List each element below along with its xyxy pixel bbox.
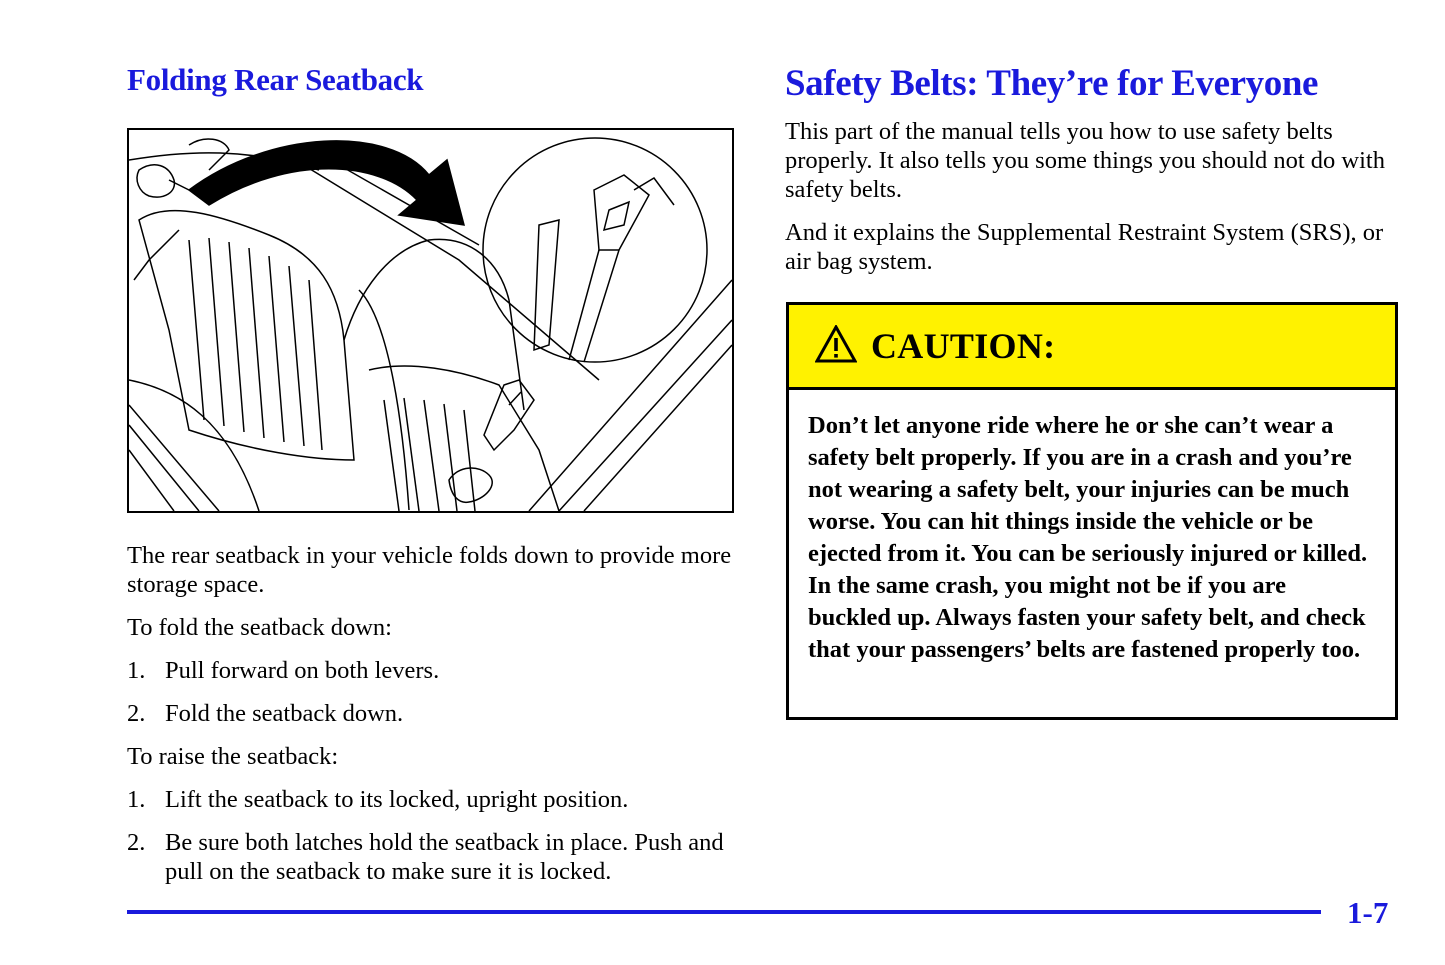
- caution-body-text: Don’t let anyone ride where he or she can’t wear a safety belt properly. If you are in a crash and you’re not wearing a safety belt, your injuries can be much worse. You can hit things inside the vehicle or be ejected from it. You can be seriously injured or killed. In the same crash, you might not be if you are buckled up. Always fasten your safety belt, and check that your passengers’ belts are fastened properly too.: [808, 412, 1368, 663]
- list-item: [127, 699, 739, 728]
- caution-title: CAUTION:: [871, 326, 1056, 366]
- list-item-text: Fold the seatback down.: [165, 700, 404, 727]
- srs-explanation-text: And it explains the Supplemental Restraint System (SRS), or air bag system.: [785, 219, 1384, 275]
- caution-box: [786, 302, 1398, 720]
- section-heading-folding-rear-seatback: Folding Rear Seatback: [127, 62, 424, 97]
- list-item-text: Lift the seatback to its locked, upright position.: [165, 786, 629, 813]
- list-item-text: Pull forward on both levers.: [165, 657, 440, 684]
- raise-instructions-label: To raise the seatback:: [127, 743, 339, 770]
- seatback-intro-text: The rear seatback in your vehicle folds down to provide more storage space.: [127, 542, 732, 598]
- safety-belts-intro-text: This part of the manual tells you how to use safety belts properly. It also tells you some things you should not do with safety belts.: [785, 118, 1385, 203]
- list-item-text: Be sure both latches hold the seatback in place. Push and pull on the seatback to make sure it is locked.: [165, 829, 724, 885]
- footer-rule: [127, 910, 1321, 914]
- rear-seatback-illustration: [127, 128, 734, 513]
- warning-triangle-icon: [815, 325, 857, 368]
- list-item-number: 2.: [127, 700, 146, 727]
- page-number: 1-7: [1347, 895, 1389, 930]
- list-item: [127, 656, 739, 685]
- fold-instructions-label: To fold the seatback down:: [127, 614, 392, 641]
- list-item-number: 2.: [127, 829, 146, 856]
- list-item: [127, 785, 739, 814]
- section-heading-safety-belts: Safety Belts: They’re for Everyone: [785, 63, 1319, 104]
- list-item: [127, 828, 739, 886]
- list-item-number: 1.: [127, 786, 146, 813]
- caution-header: [789, 305, 1395, 390]
- list-item-number: 1.: [127, 657, 146, 684]
